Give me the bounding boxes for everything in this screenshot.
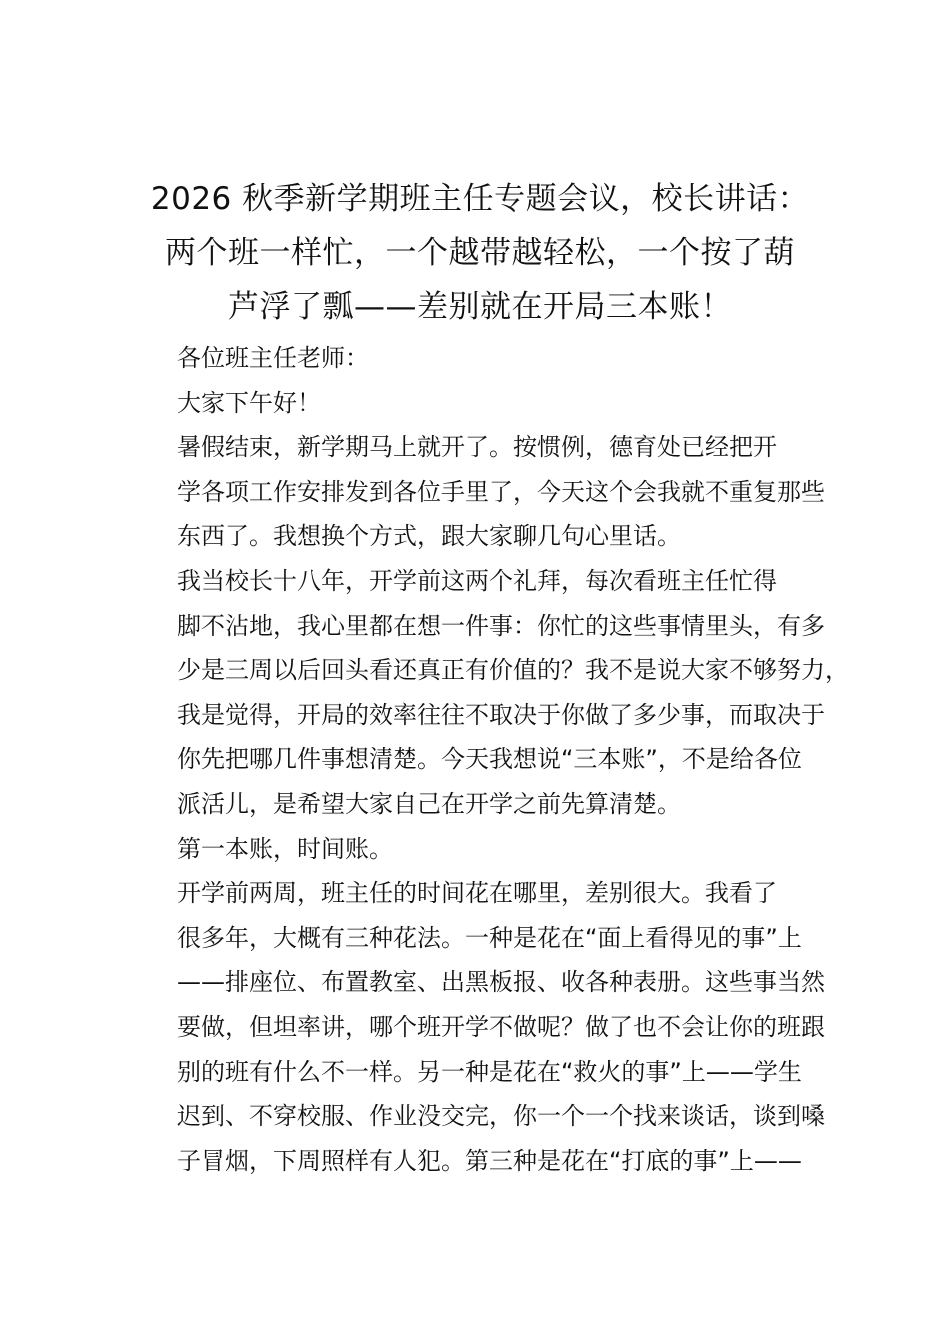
text-line: 别的班有什么不一样。另一种是花在“救火的事”上——学生: [177, 1057, 802, 1086]
text-line: 你先把哪几件事想清楚。今天我想说“三本账”，不是给各位: [177, 745, 802, 774]
document-page: [127, 172, 849, 1183]
document-title: [127, 172, 833, 334]
title-line: 2026 秋季新学期班主任专题会议，校长讲话：: [150, 181, 810, 217]
text-line: 东西了。我想换个方式，跟大家聊几句心里话。: [177, 522, 681, 551]
text-line: 开学前两周，班主任的时间花在哪里，差别很大。我看了: [177, 879, 777, 908]
text-line: 很多年，大概有三种花法。一种是花在“面上看得见的事”上: [177, 923, 802, 952]
salutation: [127, 336, 833, 381]
section-heading: [127, 827, 833, 872]
text-line: 我当校长十八年，开学前这两个礼拜，每次看班主任忙得: [177, 566, 777, 595]
text-line: 第一本账，时间账。: [177, 834, 393, 863]
text-line: 学各项工作安排发到各位手里了，今天这个会我就不重复那些: [177, 477, 825, 506]
text-line: ——排座位、布置教室、出黑板报、收各种表册。这些事当然: [177, 968, 825, 997]
text-line: 各位班主任老师：: [177, 344, 369, 372]
body-paragraph: [127, 425, 833, 559]
text-line: 派活儿，是希望大家自己在开学之前先算清楚。: [177, 789, 681, 818]
greeting: [127, 381, 833, 426]
body-paragraph: [127, 871, 833, 1183]
text-line: 少是三周以后回头看还真正有价值的？我不是说大家不够努力，: [177, 656, 849, 685]
title-line: 芦浮了瓢——差别就在开局三本账！: [228, 289, 732, 325]
text-line: 要做，但坦率讲，哪个班开学不做呢？做了也不会让你的班跟: [177, 1012, 825, 1041]
text-line: 大家下午好！: [177, 388, 321, 417]
text-line: 迟到、不穿校服、作业没交完，你一个一个找来谈话，谈到嗓: [177, 1102, 825, 1131]
text-line: 脚不沾地，我心里都在想一件事：你忙的这些事情里头，有多: [177, 611, 825, 640]
title-line: 两个班一样忙，一个越带越轻松，一个按了葫: [165, 235, 795, 271]
text-line: 我是觉得，开局的效率往往不取决于你做了多少事，而取决于: [177, 700, 825, 729]
text-line: 暑假结束，新学期马上就开了。按惯例，德育处已经把开: [177, 433, 777, 462]
text-line: 子冒烟，下周照样有人犯。第三种是花在“打底的事”上——: [177, 1146, 802, 1175]
body-paragraph: [127, 559, 849, 827]
